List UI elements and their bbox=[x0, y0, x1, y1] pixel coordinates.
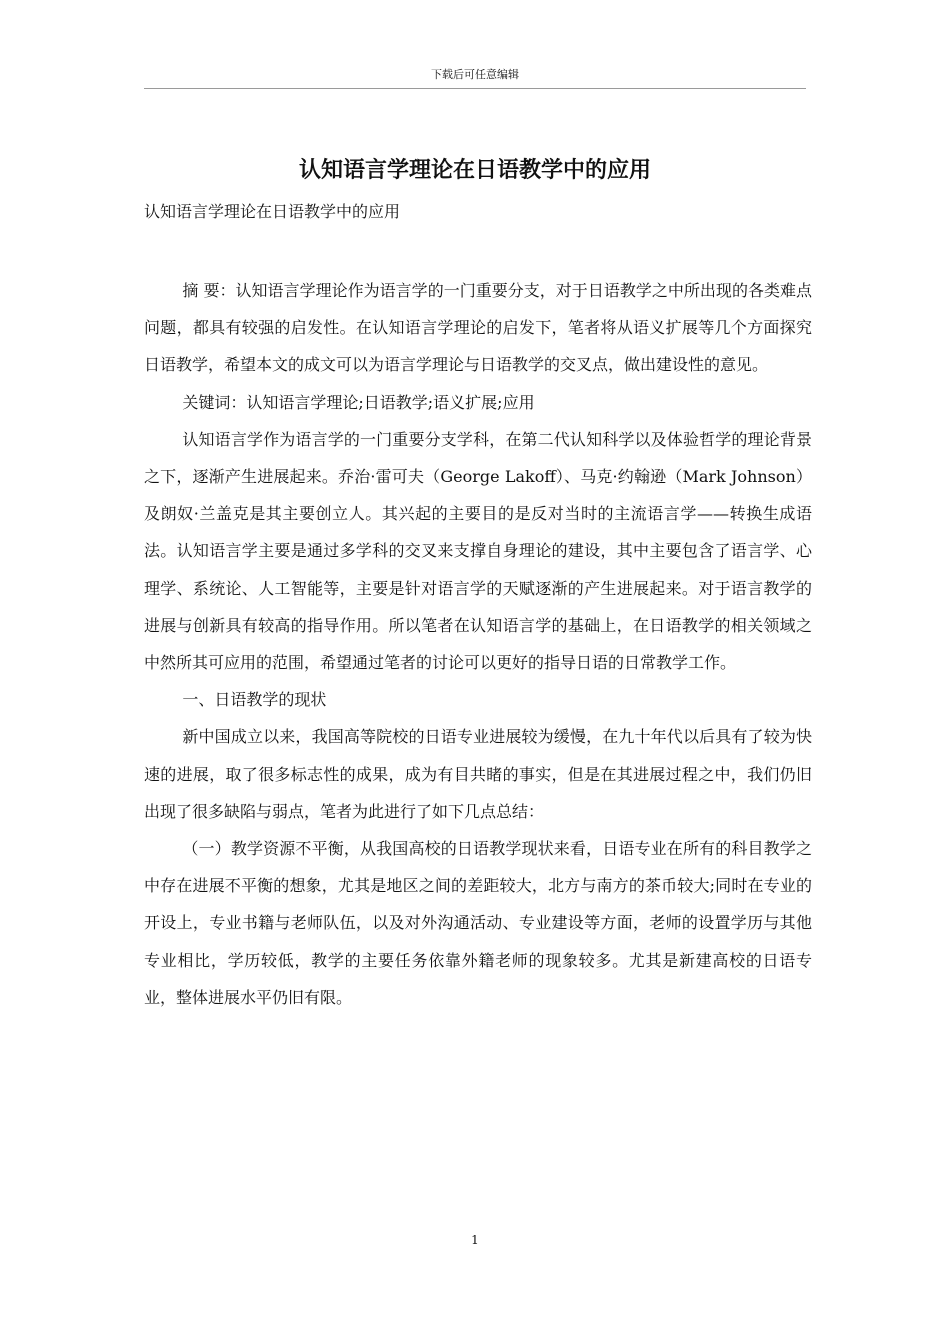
body-paragraph: （一）教学资源不平衡，从我国高校的日语教学现状来看，日语专业在所有的科目教学之中存在进展不平衡的想象，尤其是地区之间的差距较大，北方与南方的茶币较大;同时在专业的开设上，专业书籍与老师队伍，以及对外沟通活动、专业建设等方面，老师的设置学历与其他专业相比，学历较低，教学的主要任务依靠外籍老师的现象较多。尤其是新建高校的日语专业，整体进展水平仍旧有限。 bbox=[144, 839, 812, 1007]
body-paragraph: 新中国成立以来，我国高等院校的日语专业进展较为缓慢，在九十年代以后具有了较为快速的进展，取了很多标志性的成果，成为有目共睹的事实，但是在其进展过程之中，我们仍旧出现了很多缺陷与弱点，笔者为此进行了如下几点总结： bbox=[144, 727, 812, 821]
keywords-paragraph: 关键词：认知语言学理论;日语教学;语义扩展;应用 bbox=[182, 392, 535, 412]
document-subtitle: 认知语言学理论在日语教学中的应用 bbox=[144, 202, 401, 221]
document-title: 认知语言学理论在日语教学中的应用 bbox=[298, 157, 651, 183]
intro-paragraph: 认知语言学作为语言学的一门重要分支学科，在第二代认知科学以及体验哲学的理论背景之下，逐渐产生进展起来。乔治·雷可夫（George Lakoff）、马克·约翰逊（Mark Johnson）及朗奴·兰盖克是其主要创立人。其兴起的主要目的是反对当时的主流语言学——转换生成语法。认知语言学主要是通过多学科的交叉来支撑自身理论的建设，其中主要包含了语言学、心理学、系统论、人工智能等，主要是针对语言学的天赋逐渐的产生进展起来。对于语言教学的进展与创新具有较高的指导作用。所以笔者在认知语言学的基础上，在日语教学的相关领域之中然所其可应用的范围，希望通过笔者的讨论可以更好的指导日语的日常教学工作。 bbox=[144, 429, 812, 673]
page-number: 1 bbox=[471, 1233, 479, 1247]
abstract-paragraph: 摘 要：认知语言学理论作为语言学的一门重要分支，对于日语教学之中所出现的各类难点问题，都具有较强的启发性。在认知语言学理论的启发下，笔者将从语义扩展等几个方面探究日语教学，希望本文的成文可以为语言学理论与日语教学的交叉点，做出建设性的意见。 bbox=[144, 281, 812, 375]
page-header: 下载后可任意编辑 bbox=[431, 68, 519, 81]
section-heading: 一、日语教学的现状 bbox=[182, 690, 327, 710]
document-body bbox=[144, 272, 812, 1016]
header-divider bbox=[144, 88, 806, 89]
